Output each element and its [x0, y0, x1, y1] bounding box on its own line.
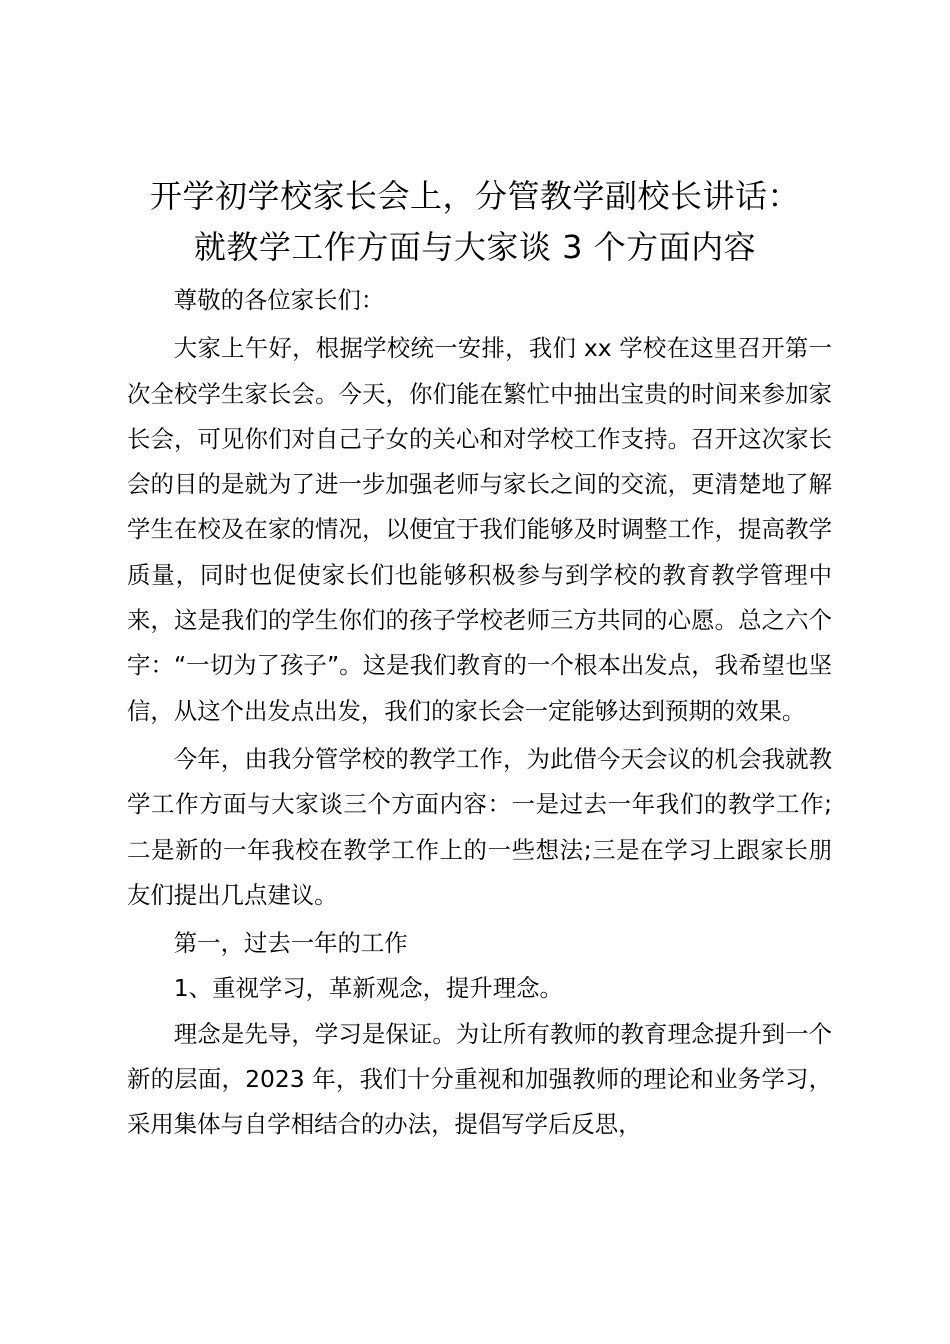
body-paragraph: 今年，由我分管学校的教学工作，为此借今天会议的机会我就教学工作方面与大家谈三个方面内容：一是过去一年我们的教学工作;二是新的一年我校在教学工作上的一些想法;三是在学习上跟家长朋友们提出几点建议。 [127, 744, 832, 909]
body-paragraph: 大家上午好，根据学校统一安排，我们 xx 学校在这里召开第一次全校学生家长会。今天，你们能在繁忙中抽出宝贵的时间来参加家长会，可见你们对自己子女的关心和对学校工作支持。召开这次家长会的目的是就为了进一步加强老师与家长之间的交流，更清楚地了解学生在校及在家的情况，以便宜于我们能够及时调整工作，提高教学质量，同时也促使家长们也能够积极参与到学校的教育教学管理中来，这是我们的学生你们的孩子学校老师三方共同的心愿。总之六个字：“一切为了孩子”。这是我们教育的一个根本出发点，我希望也坚信，从这个出发点出发，我们的家长会一定能够达到预期的效果。 [127, 334, 832, 725]
salutation-paragraph: 尊敬的各位家长们： [173, 286, 385, 314]
document-body [127, 278, 832, 1148]
body-paragraph: 理念是先导，学习是保证。为让所有教师的教育理念提升到一个新的层面，2023 年，我们十分重视和加强教师的理论和业务学习，采用集体与自学相结合的办法，提倡写学后反思， [127, 1019, 832, 1139]
section-heading: 第一，过去一年的工作 [173, 929, 408, 958]
document-title-line-2: 就教学工作方面与大家谈 3 个方面内容 [193, 228, 757, 266]
document-title-line-1: 开学初学校家长会上，分管教学副校长讲话： [149, 177, 800, 215]
subsection-heading: 1、重视学习，革新观念，提升理念。 [173, 974, 563, 1003]
